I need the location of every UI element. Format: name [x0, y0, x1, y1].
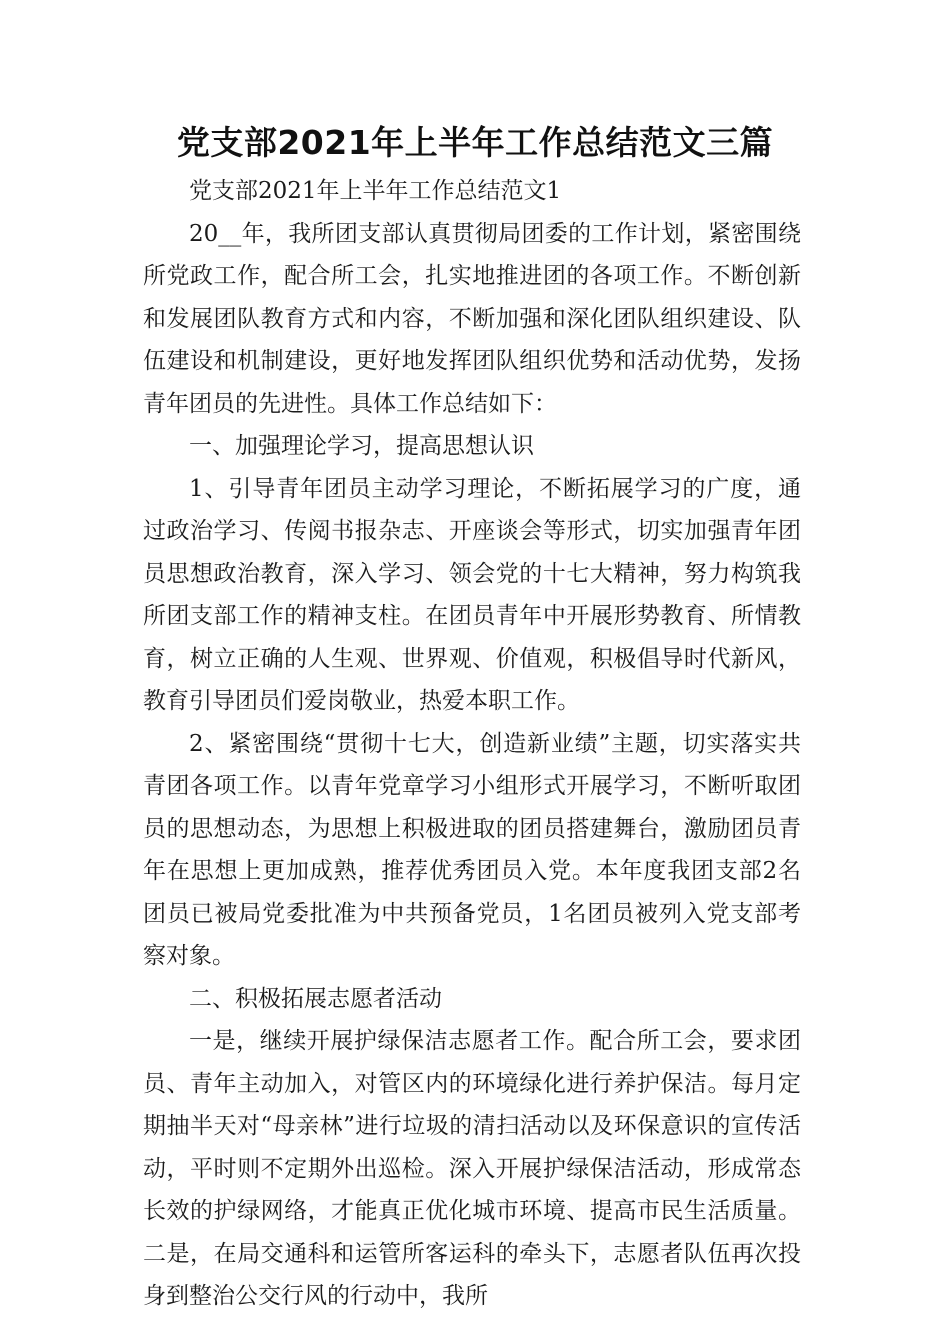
document-title: 党支部2021年上半年工作总结范文三篇 [176, 123, 774, 162]
paragraph-item-1: 1、引导青年团员主动学习理论，不断拓展学习的广度，通过政治学习、传阅书报杂志、开座谈会等形式，切实加强青年团员思想政治教育，深入学习、领会党的十七大精神，努力构筑我所团支部工作的精神支柱。在团员青年中开展形势教育、所情教育，树立正确的人生观、世界观、价值观，积极倡导时代新风，教育引导团员们爱岗敬业，热爱本职工作。 [143, 475, 801, 714]
paragraph-intro: 20__年，我所团支部认真贯彻局团委的工作计划，紧密围绕所党政工作，配合所工会，扎实地推进团的各项工作。不断创新和发展团队教育方式和内容，不断加强和深化团队组织建设、队伍建设和机制建设，更好地发挥团队组织优势和活动优势，发扬青年团员的先进性。具体工作总结如下： [143, 220, 801, 417]
paragraph-subtitle: 党支部2021年上半年工作总结范文1 [189, 178, 562, 204]
paragraph-volunteer: 一是，继续开展护绿保洁志愿者工作。配合所工会，要求团员、青年主动加入，对管区内的环境绿化进行养护保洁。每月定期抽半天对“母亲林”进行垃圾的清扫活动以及环保意识的宣传活动，平时则不定期外出巡检。深入开展护绿保洁活动，形成常态长效的护绿网络，才能真正优化城市环境、提高市民生活质量。二是，在局交通科和运管所客运科的牵头下，志愿者队伍再次投身到整治公交行风的行动中，我所 [143, 1028, 801, 1309]
document-body [143, 170, 801, 1318]
section-heading-1: 一、加强理论学习，提高思想认识 [189, 433, 534, 459]
section-heading-2: 二、积极拓展志愿者活动 [189, 985, 442, 1012]
paragraph-item-2: 2、紧密围绕“贯彻十七大，创造新业绩”主题，切实落实共青团各项工作。以青年党章学习小组形式开展学习，不断听取团员的思想动态，为思想上积极进取的团员搭建舞台，激励团员青年在思想上更加成熟，推荐优秀团员入党。本年度我团支部2名团员已被局党委批准为中共预备党员，1名团员被列入党支部考察对象。 [143, 730, 801, 969]
